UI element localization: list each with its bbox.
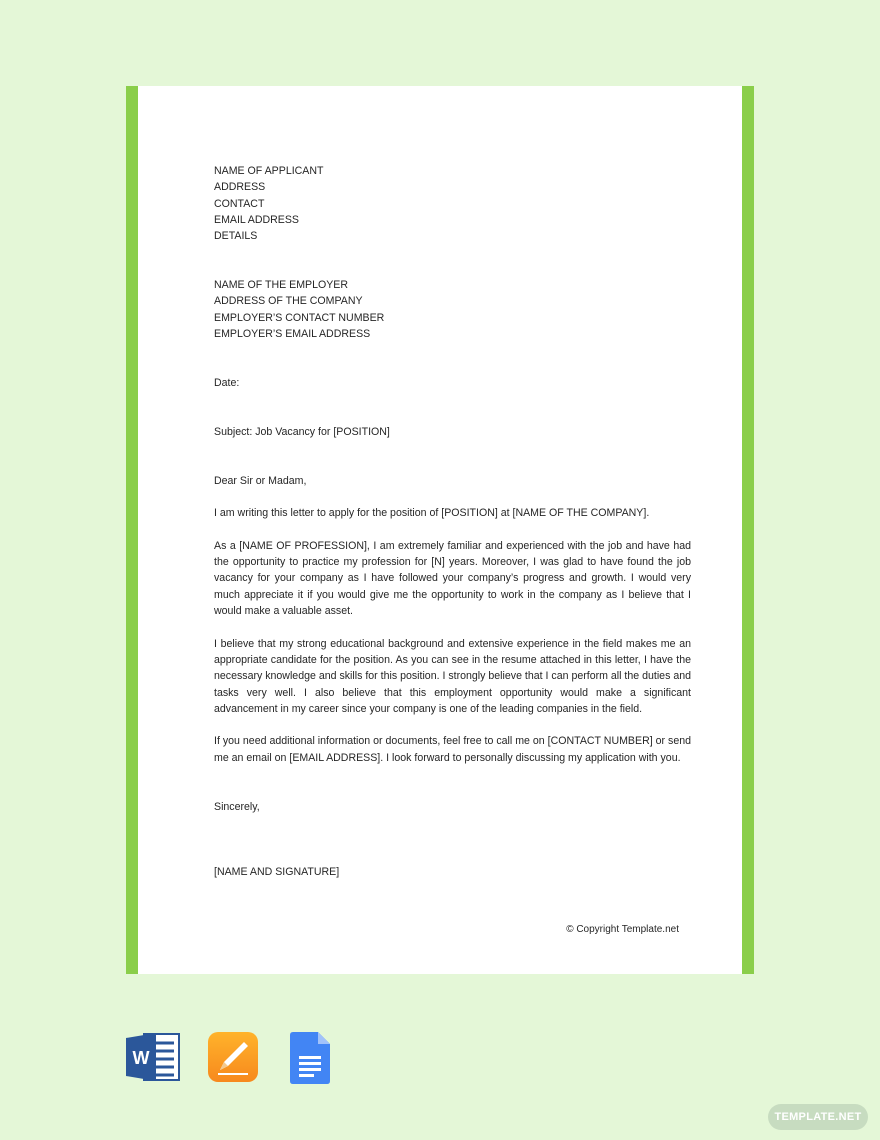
pages-icon[interactable] [208,1032,258,1087]
employer-email: EMPLOYER’S EMAIL ADDRESS [214,327,371,340]
subject-line: Subject: Job Vacancy for [POSITION] [214,425,390,438]
employer-block [214,277,691,342]
letter-body [214,163,691,880]
closing: Sincerely, [214,800,260,813]
paragraph-intro: I am writing this letter to apply for the position of [POSITION] at [NAME OF THE COMPANY]. [214,507,650,520]
google-docs-icon[interactable] [290,1032,330,1089]
template-net-badge[interactable]: TEMPLATE.NET [768,1104,868,1130]
applicant-details: DETAILS [214,230,258,243]
employer-name: NAME OF THE EMPLOYER [214,279,349,292]
employer-contact: EMPLOYER’S CONTACT NUMBER [214,311,385,324]
applicant-block [214,163,691,244]
applicant-address: ADDRESS [214,181,266,194]
paragraph-contact: If you need additional information or documents, feel free to call me on [CONTACT NUMBER] or send me an email on [EMAIL ADDRESS]. I look forward to personally discussing my application with you. [214,735,691,764]
applicant-contact: CONTACT [214,197,265,210]
svg-text:W: W [132,1048,150,1068]
paragraph-experience: As a [NAME OF PROFESSION], I am extremely familiar and experienced with the job and have had the opportunity to practice my profession for [N] years. Moreover, I was glad to have found the job vacancy for your company as I have followed your company’s progress and growth. I would very much appreciate it if you would give me the opportunity to work in the company as I believe that I would make a valuable asset. [214,539,691,618]
applicant-name: NAME OF APPLICANT [214,165,324,177]
salutation: Dear Sir or Madam, [214,474,307,487]
signature-line: [NAME AND SIGNATURE] [214,865,340,878]
letter-page [126,86,754,974]
applicant-email: EMAIL ADDRESS [214,213,299,226]
paragraph-background: I believe that my strong educational background and extensive experience in the field makes me an appropriate candidate for the position. As you can see in the resume attached in this letter, I have the necessary knowledge and skills for this position. I strongly believe that I can perform all the duties and tasks very well. I also believe that this employment opportunity would make a significant advancement in my career since your company is one of the leading companies in the field. [214,637,691,715]
copyright: © Copyright Template.net [566,924,679,935]
employer-address: ADDRESS OF THE COMPANY [214,295,363,308]
date-line: Date: [214,376,240,389]
word-icon[interactable] [126,1032,180,1087]
